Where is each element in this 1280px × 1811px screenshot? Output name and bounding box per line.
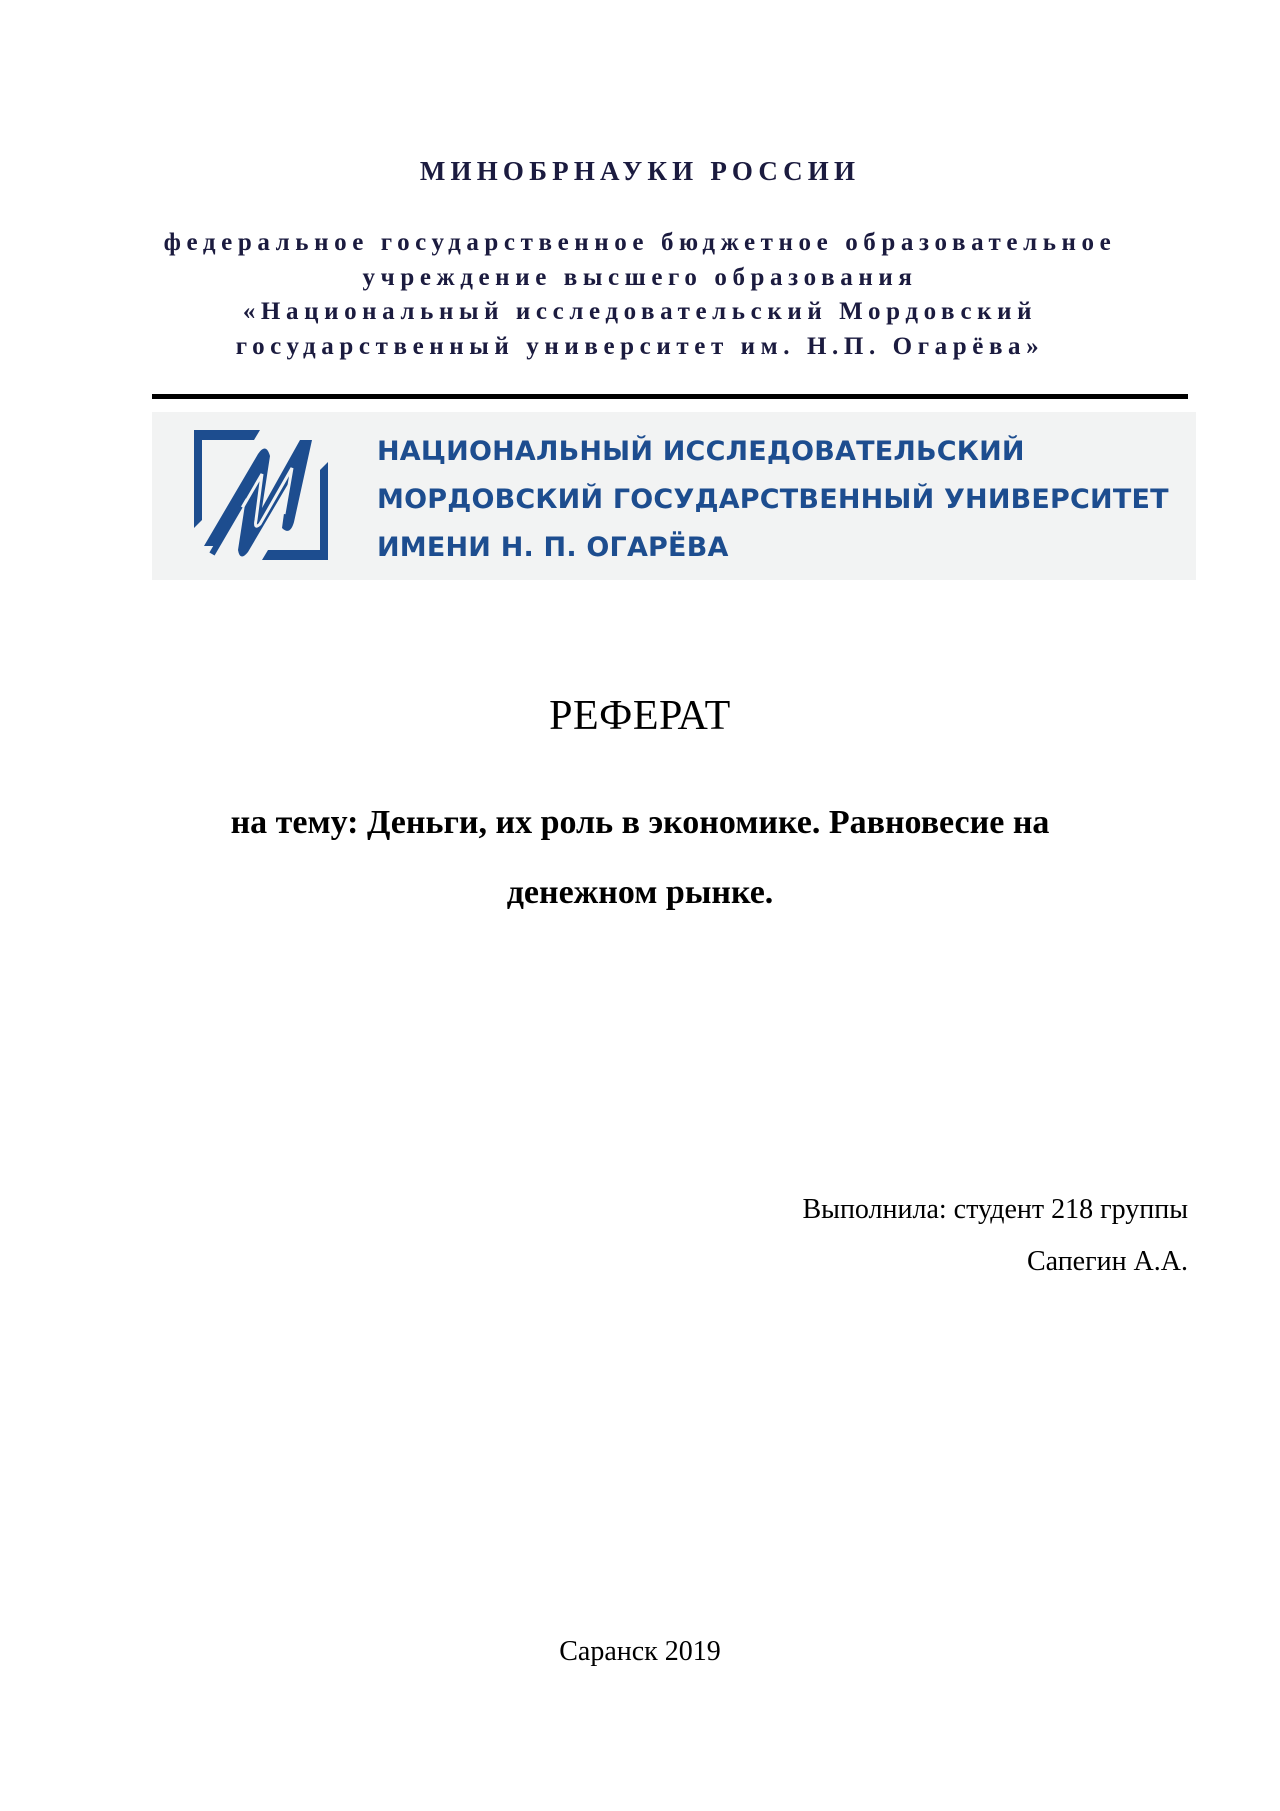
performer-line-1: Выполнила: студент 218 группы — [802, 1194, 1188, 1225]
performer-info — [802, 1184, 1188, 1288]
organization-line-3: «Национальный исследовательский Мордовский — [242, 298, 1038, 325]
document-type: РЕФЕРАТ — [549, 693, 731, 739]
banner-line-3: ИМЕНИ Н. П. ОГАРЁВА — [377, 532, 729, 563]
header-divider — [152, 394, 1188, 399]
topic-line-1: на тему: Деньги, их роль в экономике. Равновесие на — [230, 804, 1050, 841]
organization-line-4: государственный университет им. Н.П. Огарёва» — [235, 332, 1045, 360]
university-banner-text — [377, 428, 1169, 572]
city-year: Саранск 2019 — [559, 1636, 721, 1667]
performer-name: Сапегин А.А. — [1026, 1246, 1188, 1277]
topic-line-2: денежном рынке. — [506, 874, 774, 911]
organization-line-2: учреждение высшего образования — [362, 263, 918, 291]
document-topic — [0, 788, 1280, 928]
ministry-name: МИНОБРНАУКИ РОССИИ — [419, 156, 861, 186]
organization-line-1: федеральное государственное бюджетное образовательное — [163, 229, 1117, 256]
organization-name — [0, 226, 1280, 364]
university-m-logo-icon — [192, 424, 330, 566]
banner-line-1: НАЦИОНАЛЬНЫЙ ИССЛЕДОВАТЕЛЬСКИЙ — [377, 436, 1025, 467]
banner-line-2: МОРДОВСКИЙ ГОСУДАРСТВЕННЫЙ УНИВЕРСИТЕТ — [377, 484, 1169, 515]
